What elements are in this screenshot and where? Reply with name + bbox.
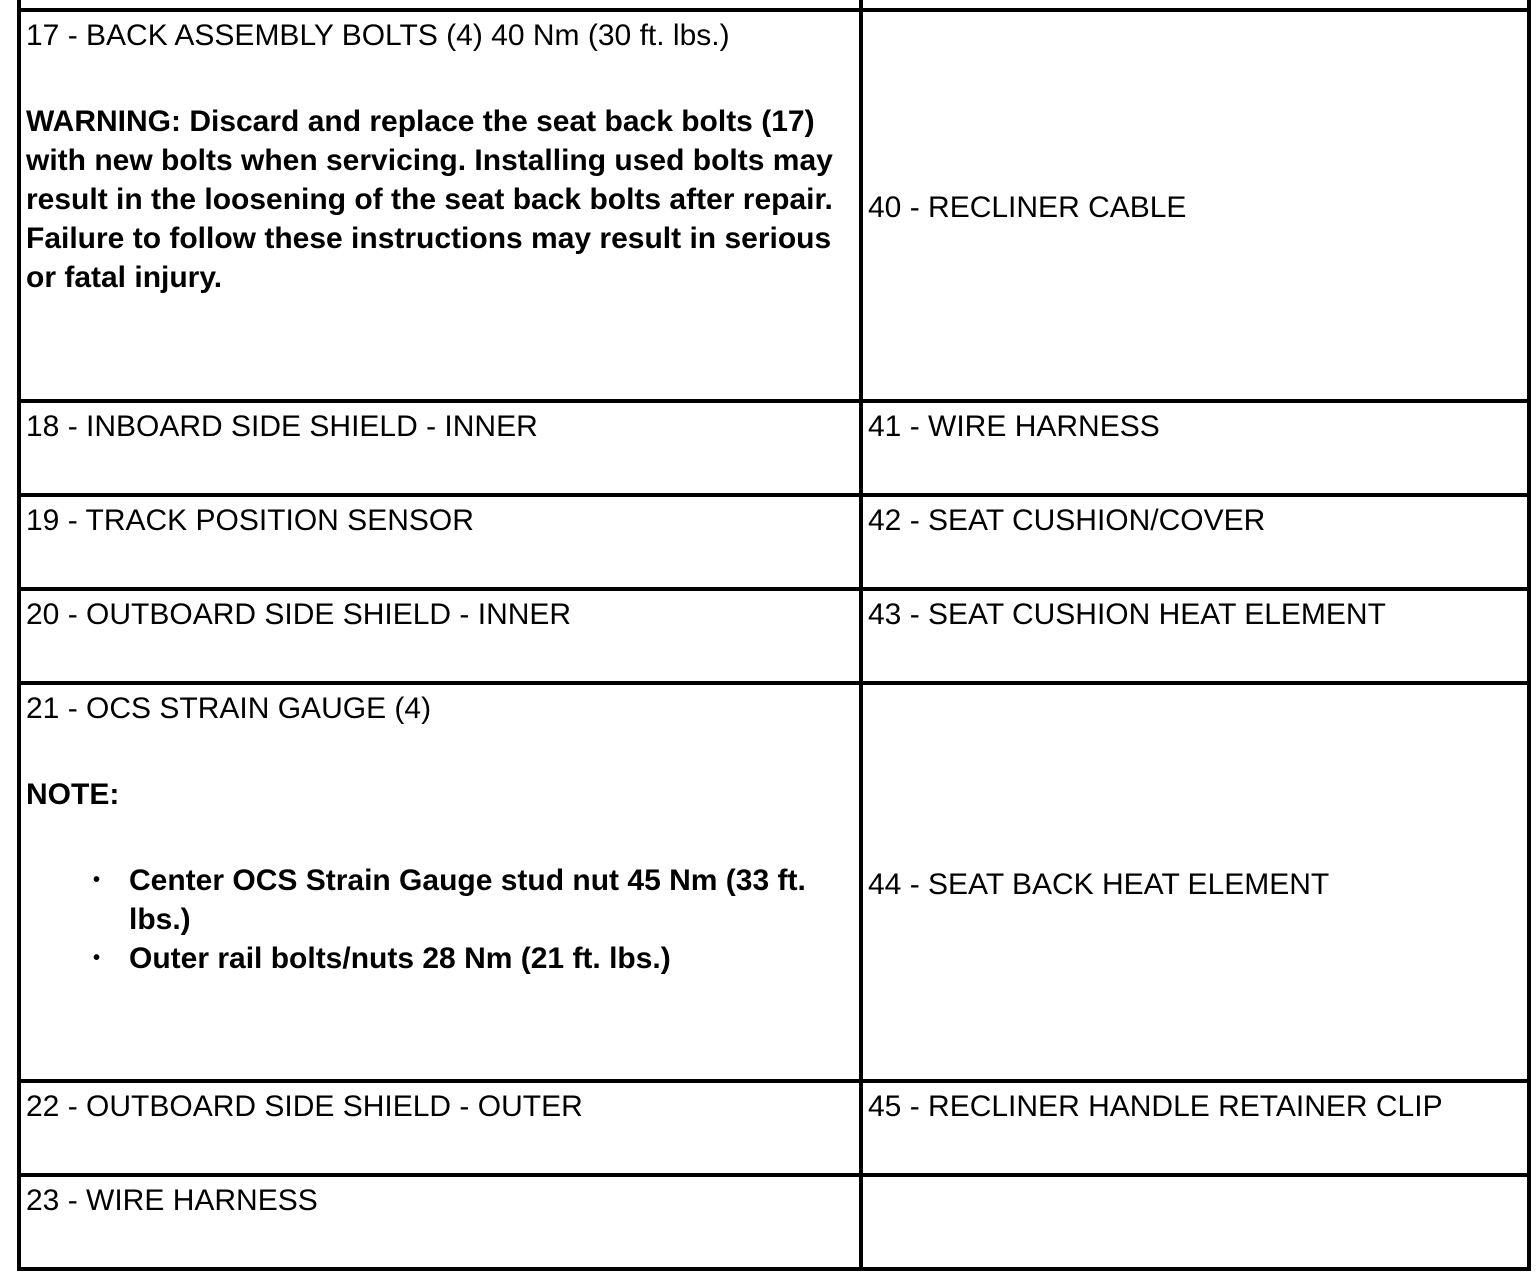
table-cell-empty (861, 0, 1529, 10)
parts-legend-table (17, 0, 1531, 1271)
legend-cell-item-17 (19, 10, 861, 401)
item-44-label: 44 - SEAT BACK HEAT ELEMENT (868, 867, 1330, 901)
table-row (19, 495, 1529, 589)
legend-cell-item-22 (19, 1081, 861, 1175)
bullet-icon: • (93, 947, 101, 969)
table-row-continuation (19, 0, 1529, 10)
item-43-label: 43 - SEAT CUSHION HEAT ELEMENT (868, 598, 1386, 631)
item-20-label: 20 - OUTBOARD SIDE SHIELD - INNER (26, 598, 572, 631)
item-40-label: 40 - RECLINER CABLE (868, 191, 1187, 224)
bullet-icon: • (93, 869, 101, 891)
legend-cell-item-18 (19, 401, 861, 495)
item-22-label: 22 - OUTBOARD SIDE SHIELD - OUTER (26, 1090, 583, 1123)
item-18-label: 18 - INBOARD SIDE SHIELD - INNER (26, 410, 538, 443)
table-cell-empty (861, 1175, 1529, 1269)
item-21-label: 21 - OCS STRAIN GAUGE (4) (26, 692, 432, 725)
item-45-label: 45 - RECLINER HANDLE RETAINER CLIP (868, 1090, 1443, 1123)
table-row (19, 589, 1529, 683)
item-21-notes-list (26, 861, 855, 978)
table-row (19, 401, 1529, 495)
table-row (19, 1175, 1529, 1269)
table-row (19, 1081, 1529, 1175)
spacer (26, 55, 855, 102)
legend-cell-item-19 (19, 495, 861, 589)
legend-cell-item-20 (19, 589, 861, 683)
note-text: Center OCS Strain Gauge stud nut 45 Nm (33 ft. lbs.) (129, 864, 806, 936)
note-text: Outer rail bolts/nuts 28 Nm (21 ft. lbs.) (129, 942, 671, 975)
legend-cell-item-44 (861, 683, 1529, 1081)
legend-cell-item-45 (861, 1081, 1529, 1175)
item-19-label: 19 - TRACK POSITION SENSOR (26, 504, 474, 537)
legend-cell-item-43 (861, 589, 1529, 683)
table-row (19, 10, 1529, 401)
spacer (26, 728, 855, 775)
table-cell-empty (19, 0, 861, 10)
legend-cell-item-23 (19, 1175, 861, 1269)
item-21-note-title: NOTE: (26, 778, 120, 811)
spacer (26, 814, 855, 861)
legend-cell-item-40 (861, 10, 1529, 401)
legend-cell-item-42 (861, 495, 1529, 589)
legend-cell-item-21 (19, 683, 861, 1081)
item-17-warning: WARNING: Discard and replace the seat back bolts (17) with new bolts when servicing. Installing used bolts may result in the loosening of the seat back bolts after repair. Failure to follow these instructions may result in serious or fatal injury. (26, 105, 833, 294)
list-item (93, 861, 855, 939)
table-row (19, 683, 1529, 1081)
item-41-label: 41 - WIRE HARNESS (868, 410, 1160, 443)
item-23-label: 23 - WIRE HARNESS (26, 1184, 318, 1217)
legend-cell-item-41 (861, 401, 1529, 495)
item-17-label: 17 - BACK ASSEMBLY BOLTS (4) 40 Nm (30 ft. lbs.) (26, 19, 730, 52)
item-42-label: 42 - SEAT CUSHION/COVER (868, 504, 1266, 537)
list-item (93, 939, 855, 978)
